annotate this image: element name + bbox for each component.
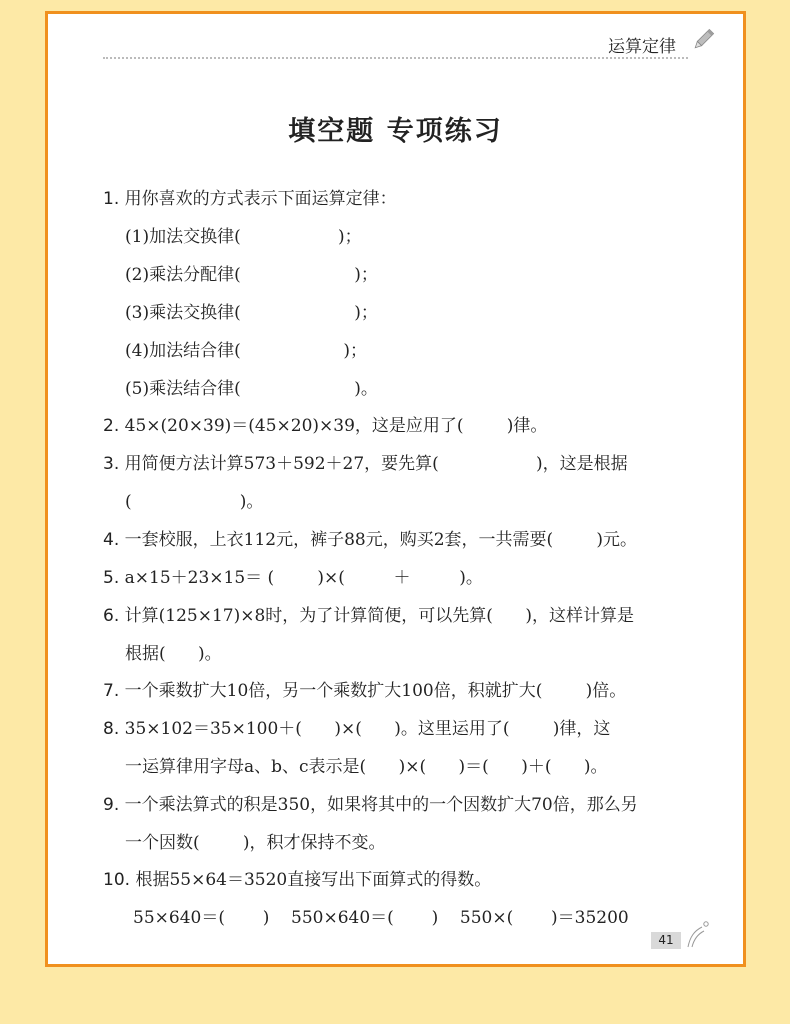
item-text: (3)乘法交换律( )； bbox=[125, 303, 378, 323]
question-text: 45×(20×39)＝(45×20)×39，这是应用了( )律。 bbox=[124, 416, 548, 436]
question-text: 计算(125×17)×8时，为了计算简便，可以先算( )，这样计算是 bbox=[124, 606, 634, 626]
question-3-continued bbox=[125, 492, 263, 512]
question-text: 用简便方法计算573＋592＋27，要先算( )，这是根据 bbox=[124, 454, 628, 474]
question-1 bbox=[103, 189, 397, 209]
item-text: (4)加法结合律( )； bbox=[125, 341, 368, 361]
question-text: 55×640＝( ) 550×640＝( ) 550×( )＝35200 bbox=[133, 908, 629, 928]
question-10 bbox=[103, 870, 491, 890]
question-8 bbox=[103, 719, 610, 739]
question-9 bbox=[103, 795, 638, 815]
question-text: ( )。 bbox=[125, 492, 264, 512]
question-number: 7. bbox=[103, 681, 125, 701]
question-5 bbox=[103, 568, 483, 588]
header-divider bbox=[103, 57, 688, 59]
question-1-item-4 bbox=[125, 341, 367, 361]
page-title: 填空题 专项练习 bbox=[288, 116, 503, 147]
item-text: (1)加法交换律( )； bbox=[125, 227, 362, 247]
question-number: 4. bbox=[103, 530, 125, 550]
item-text: (2)乘法分配律( )； bbox=[125, 265, 378, 285]
question-6 bbox=[103, 606, 634, 626]
question-text: 根据55×64＝3520直接写出下面算式的得数。 bbox=[135, 870, 492, 890]
question-4 bbox=[103, 530, 637, 550]
question-9-continued bbox=[125, 833, 386, 853]
item-text: (5)乘法结合律( )。 bbox=[125, 379, 378, 399]
page-number: 41 bbox=[651, 932, 681, 949]
question-number: 6. bbox=[103, 606, 125, 626]
question-number: 2. bbox=[103, 416, 125, 436]
question-number: 3. bbox=[103, 454, 125, 474]
question-1-item-5 bbox=[125, 379, 378, 399]
question-text: a×15＋23×15＝ ( )×( ＋ )。 bbox=[124, 568, 483, 588]
question-text: 35×102＝35×100＋( )×( )。这里运用了( )律，这 bbox=[124, 719, 611, 739]
question-6-continued bbox=[125, 644, 222, 664]
question-3 bbox=[103, 454, 628, 474]
question-10-answers bbox=[133, 908, 629, 928]
question-1-item-3 bbox=[125, 303, 378, 323]
question-1-item-1 bbox=[125, 227, 362, 247]
question-number: 10. bbox=[103, 870, 136, 890]
question-1-item-2 bbox=[125, 265, 378, 285]
question-text: 一套校服，上衣112元，裤子88元，购买2套，一共需要( )元。 bbox=[124, 530, 638, 550]
question-8-continued bbox=[125, 757, 608, 777]
pencil-icon bbox=[690, 27, 716, 53]
worksheet-page bbox=[45, 11, 746, 967]
swirl-icon bbox=[684, 919, 712, 951]
header-title: 运算定律 bbox=[608, 37, 676, 57]
question-number: 8. bbox=[103, 719, 125, 739]
question-text: 一个乘法算式的积是350，如果将其中的一个因数扩大70倍，那么另 bbox=[124, 795, 638, 815]
question-text: 一个乘数扩大10倍，另一个乘数扩大100倍，积就扩大( )倍。 bbox=[124, 681, 627, 701]
question-text: 一运算律用字母a、b、c表示是( )×( )＝( )＋( )。 bbox=[125, 757, 608, 777]
question-7 bbox=[103, 681, 626, 701]
question-number: 9. bbox=[103, 795, 125, 815]
question-number: 5. bbox=[103, 568, 125, 588]
question-text: 一个因数( )，积才保持不变。 bbox=[125, 833, 386, 853]
question-2 bbox=[103, 416, 547, 436]
question-text: 用你喜欢的方式表示下面运算定律： bbox=[124, 189, 397, 209]
question-number: 1. bbox=[103, 189, 125, 209]
question-text: 根据( )。 bbox=[125, 644, 222, 664]
